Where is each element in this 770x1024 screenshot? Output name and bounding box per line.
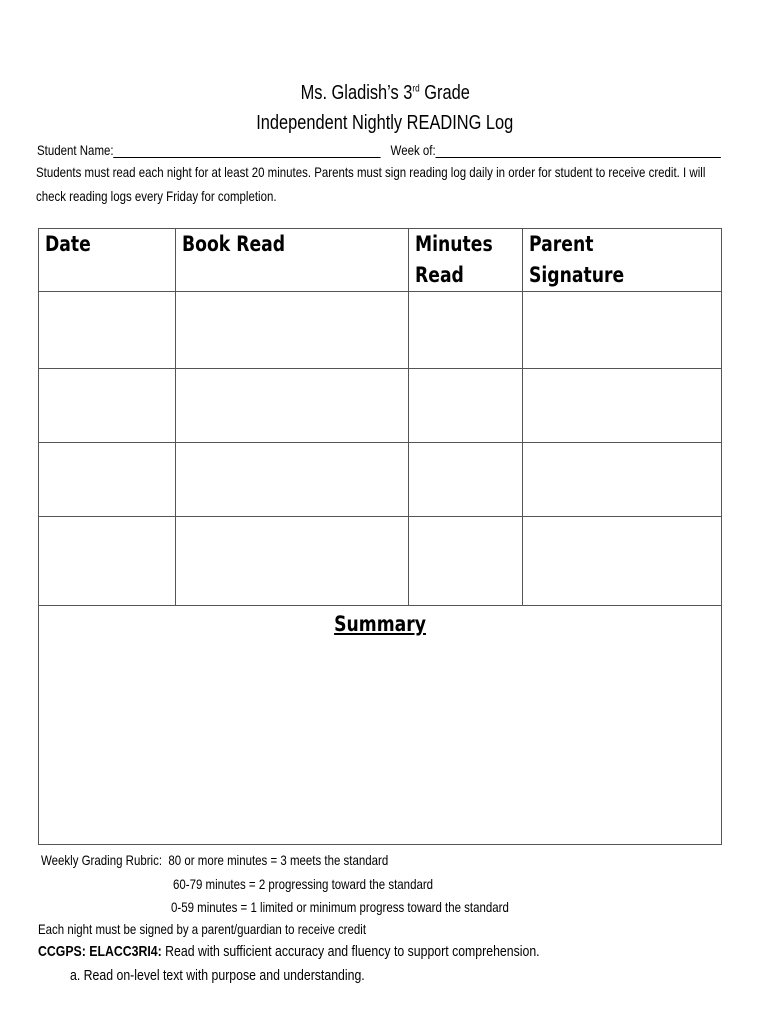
standard-prefix: CCGPS: bbox=[38, 943, 86, 960]
minutes-cell[interactable] bbox=[409, 292, 523, 369]
date-cell[interactable] bbox=[39, 517, 176, 606]
header-book-read: Book Read bbox=[176, 229, 409, 292]
page-title: Ms. Gladish’s 3rd Grade bbox=[300, 82, 470, 104]
reading-log-table bbox=[38, 228, 722, 845]
standard-sub: a. Read on-level text with purpose and understanding. bbox=[70, 967, 365, 984]
book-cell[interactable] bbox=[176, 517, 409, 606]
minutes-cell[interactable] bbox=[409, 517, 523, 606]
student-name-field[interactable] bbox=[114, 143, 381, 158]
table-row bbox=[39, 292, 722, 369]
rubric-line-2: 60-79 minutes = 2 progressing toward the standard bbox=[173, 876, 434, 892]
instructions-line-1: Students must read each night for at least 20 minutes. Parents must sign reading log daily in order for student to receive credit. I will bbox=[36, 164, 706, 180]
signature-cell[interactable] bbox=[523, 443, 722, 517]
rubric-line-1: Weekly Grading Rubric: 80 or more minutes = 3 meets the standard bbox=[41, 852, 389, 868]
rubric-note: Each night must be signed by a parent/guardian to receive credit bbox=[38, 921, 367, 937]
week-of-field[interactable] bbox=[436, 143, 721, 158]
standard-code: ELACC3RI4: bbox=[89, 943, 162, 960]
header-minutes-read: Minutes Read bbox=[409, 229, 523, 292]
page-subtitle: Independent Nightly READING Log bbox=[256, 112, 514, 134]
week-of-label: Week of: bbox=[390, 142, 436, 158]
signature-cell[interactable] bbox=[523, 517, 722, 606]
minutes-cell[interactable] bbox=[409, 369, 523, 443]
summary-row bbox=[39, 606, 722, 845]
date-cell[interactable] bbox=[39, 369, 176, 443]
date-cell[interactable] bbox=[39, 443, 176, 517]
signature-cell[interactable] bbox=[523, 369, 722, 443]
minutes-cell[interactable] bbox=[409, 443, 523, 517]
instructions-line-2: check reading logs every Friday for completion. bbox=[36, 188, 277, 204]
book-cell[interactable] bbox=[176, 292, 409, 369]
book-cell[interactable] bbox=[176, 443, 409, 517]
table-row bbox=[39, 517, 722, 606]
header-date: Date bbox=[39, 229, 176, 292]
student-name-label: Student Name: bbox=[37, 142, 114, 158]
date-cell[interactable] bbox=[39, 292, 176, 369]
book-cell[interactable] bbox=[176, 369, 409, 443]
signature-cell[interactable] bbox=[523, 292, 722, 369]
standard-line bbox=[38, 942, 650, 960]
table-row bbox=[39, 443, 722, 517]
student-fields bbox=[37, 142, 770, 158]
standard-text: Read with sufficient accuracy and fluency to support comprehension. bbox=[165, 943, 540, 960]
table-header-row bbox=[39, 229, 722, 292]
rubric-line-3: 0-59 minutes = 1 limited or minimum progress toward the standard bbox=[171, 899, 509, 915]
summary-label: Summary bbox=[334, 612, 426, 636]
rubric-label: Weekly Grading Rubric: bbox=[41, 852, 163, 868]
header-parent-signature: Parent Signature bbox=[523, 229, 722, 292]
summary-cell[interactable] bbox=[39, 606, 722, 845]
table-row bbox=[39, 369, 722, 443]
